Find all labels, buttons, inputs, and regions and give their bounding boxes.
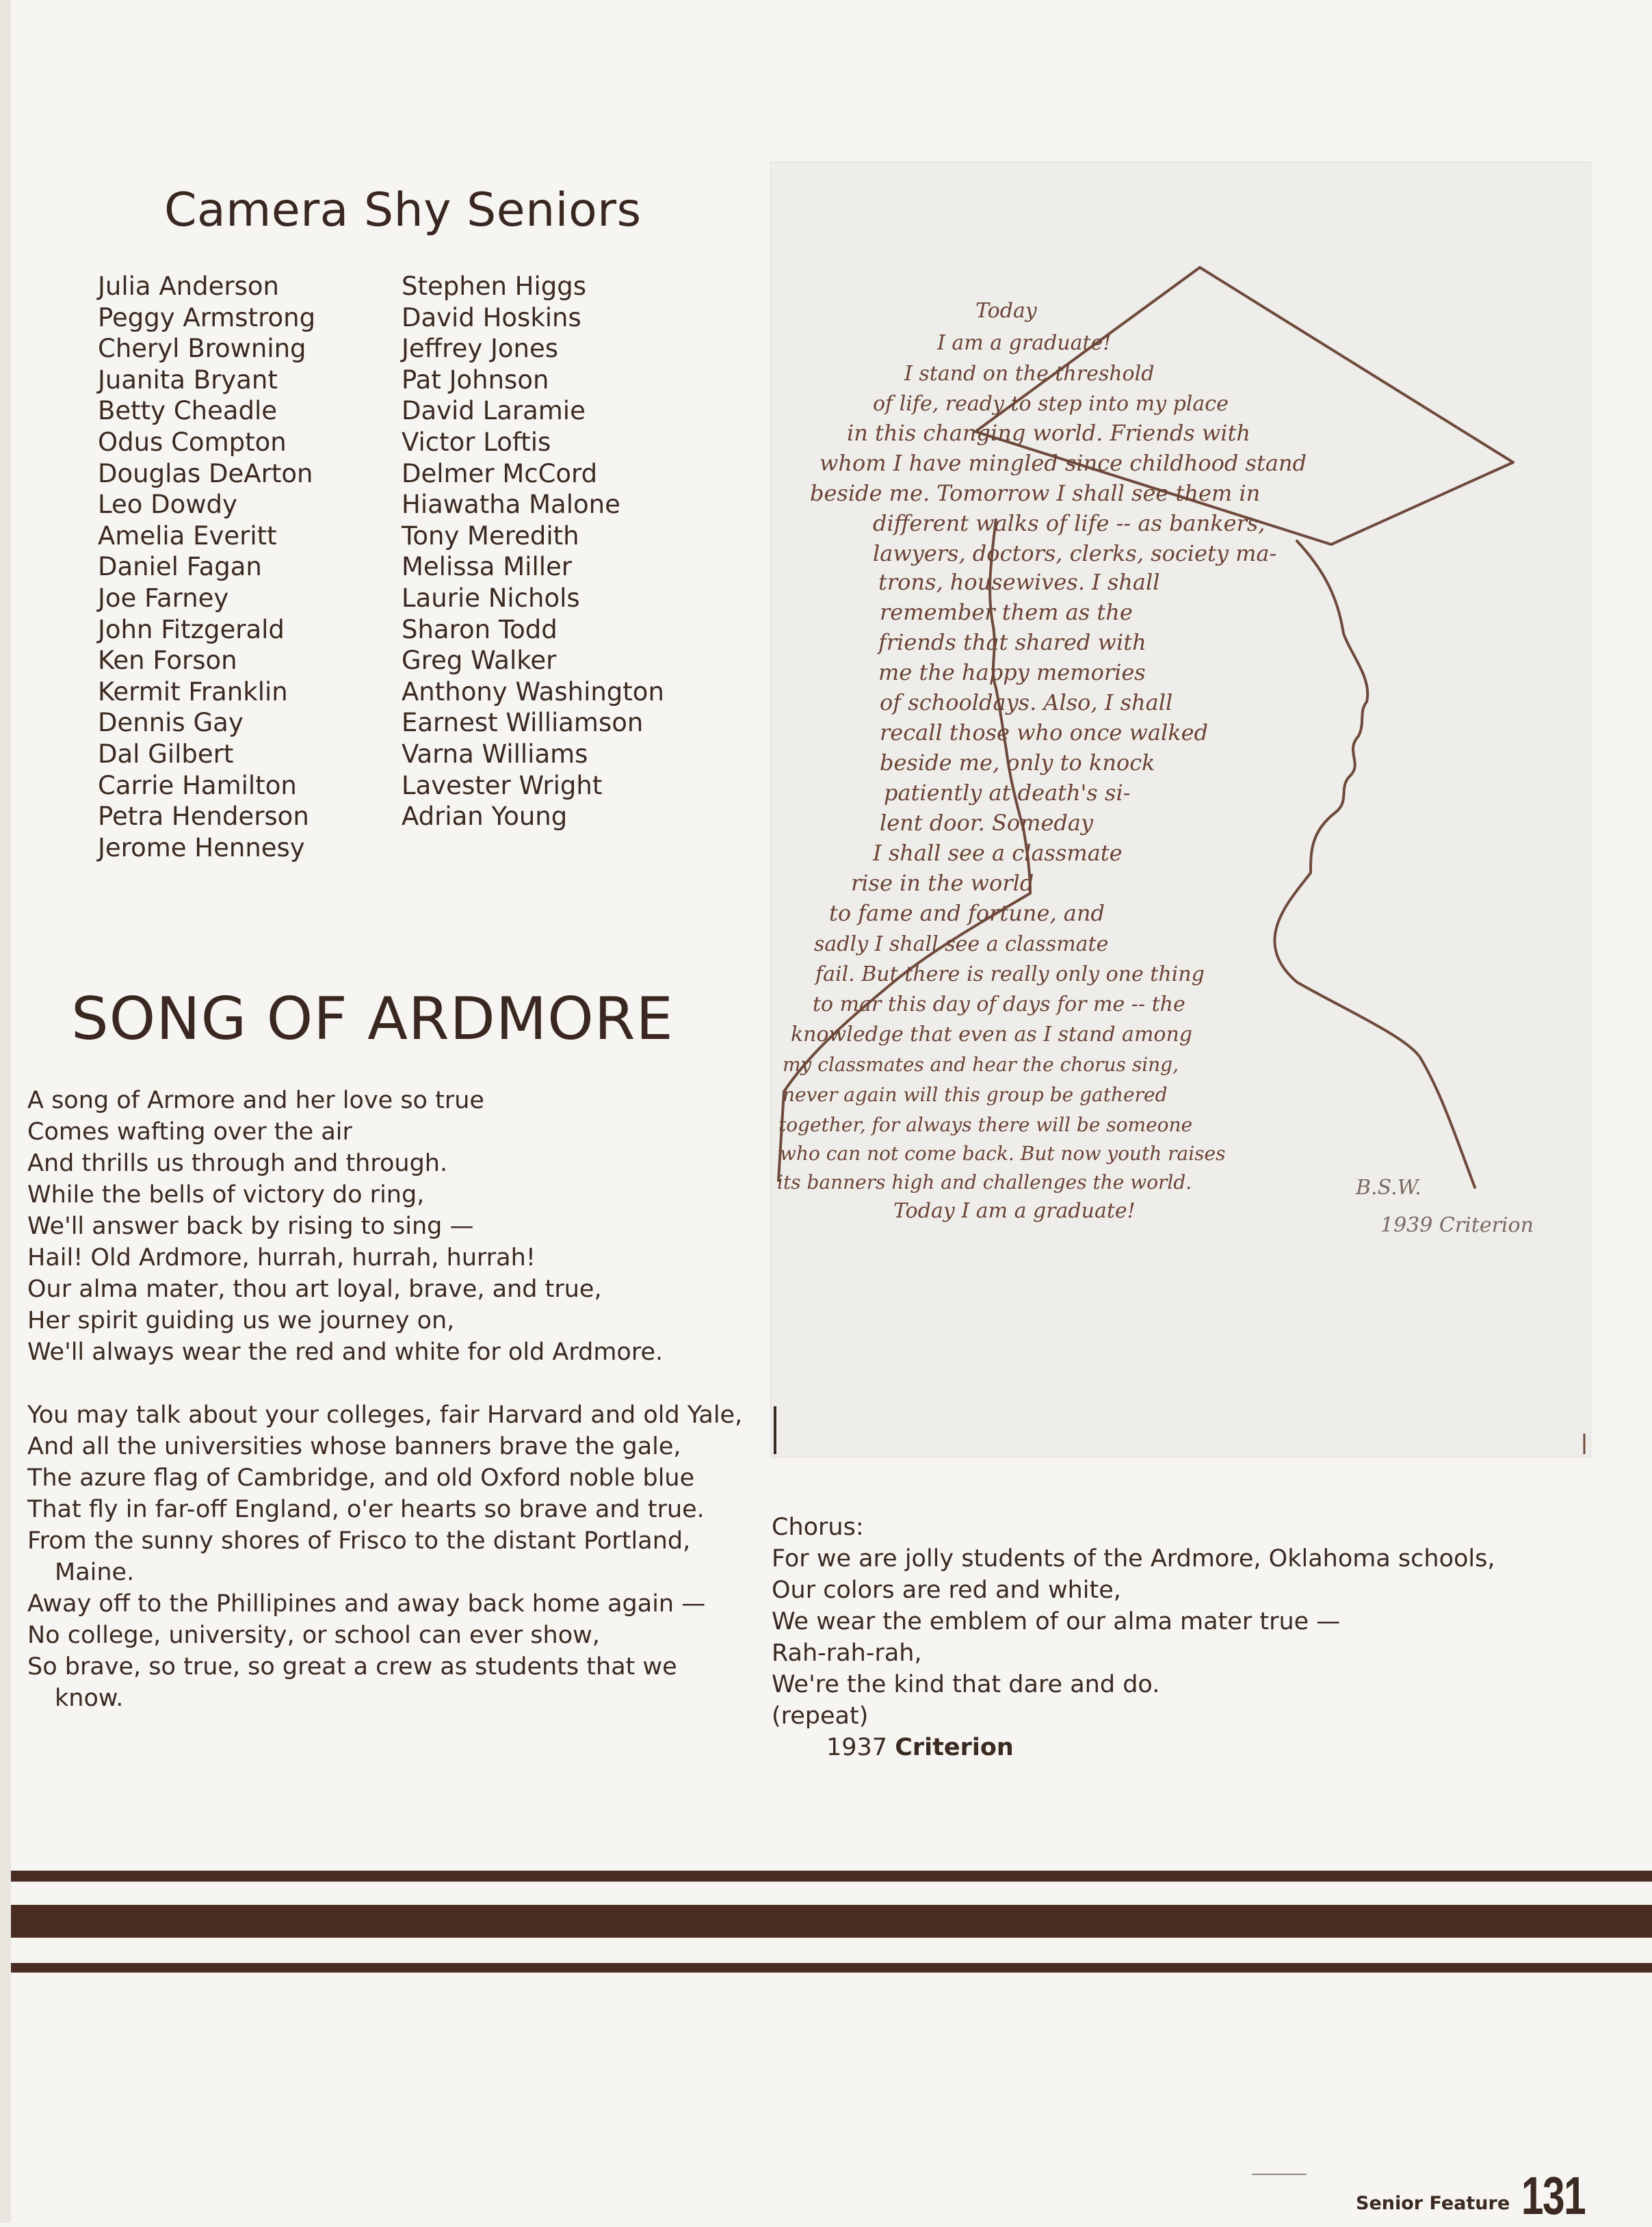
- poem-line: beside me. Tomorrow I shall see them in: [810, 480, 1261, 506]
- poem-line: whom I have mingled since childhood stand: [820, 450, 1307, 476]
- page-edge: [0, 0, 11, 2223]
- poem-line: different walks of life -- as bankers,: [873, 510, 1266, 536]
- song-chorus: [772, 1512, 1497, 1763]
- list-line: You may talk about your colleges, fair Harvard and old Yale,: [27, 1401, 743, 1429]
- list-line: And thrills us through and through.: [27, 1150, 448, 1177]
- poem-line: lent door. Someday: [880, 810, 1094, 836]
- list-line: The azure flag of Cambridge, and old Oxford noble blue: [27, 1464, 695, 1492]
- camera-shy-column-2: [402, 271, 664, 832]
- poem-line: never again will this group be gathered: [783, 1083, 1168, 1106]
- poem-line: who can not come back. But now youth raises: [780, 1142, 1226, 1165]
- list-line: From the sunny shores of Frisco to the distant Portland, Maine.: [27, 1527, 691, 1586]
- footer-stripe-thin-top: [11, 1871, 1652, 1882]
- poem-line: knowledge that even as I stand among: [791, 1023, 1192, 1046]
- list-line: For we are jolly students of the Ardmore, Oklahoma schools,: [772, 1545, 1495, 1572]
- list-line: Douglas DeArton: [98, 458, 313, 488]
- song-verse-2: [27, 1399, 746, 1714]
- list-line: Delmer McCord: [402, 458, 598, 488]
- list-line: We're the kind that dare and do.: [772, 1671, 1160, 1698]
- list-line: A song of Armore and her love so true: [27, 1087, 484, 1114]
- list-line: So brave, so true, so great a crew as students that we know.: [27, 1653, 677, 1712]
- poem-line: my classmates and hear the chorus sing,: [783, 1053, 1179, 1076]
- poem-line: I am a graduate!: [937, 331, 1112, 355]
- poem-initials: B.S.W.: [1356, 1176, 1421, 1200]
- list-line: Laurie Nichols: [402, 583, 580, 613]
- list-line: John Fitzgerald: [98, 614, 285, 644]
- poem-line: me the happy memories: [878, 659, 1146, 685]
- list-line: David Laramie: [402, 396, 586, 426]
- poem-line: fail. But there is really only one thing: [815, 962, 1205, 986]
- graduate-silhouette-figure: [770, 161, 1591, 1458]
- list-line: And all the universities whose banners brave the gale,: [27, 1433, 681, 1460]
- poem-line: sadly I shall see a classmate: [814, 932, 1109, 956]
- list-line: Stephen Higgs: [402, 272, 587, 301]
- chorus-label: Chorus:: [772, 1514, 864, 1541]
- list-line: Amelia Everitt: [98, 520, 277, 551]
- list-line: (repeat): [772, 1702, 869, 1730]
- list-line: Kermit Franklin: [98, 676, 288, 707]
- list-line: Anthony Washington: [402, 676, 664, 707]
- list-line: Rah-rah-rah,: [772, 1639, 922, 1667]
- credit-year: 1937: [826, 1734, 888, 1761]
- list-line: We'll answer back by rising to sing —: [27, 1213, 474, 1240]
- poem-line: to mar this day of days for me -- the: [813, 992, 1185, 1016]
- footer-stripe-wide: [11, 1905, 1652, 1938]
- credit-source: Criterion: [895, 1734, 1014, 1761]
- poem-source: 1939 Criterion: [1380, 1213, 1534, 1237]
- poem-line: of life, ready to step into my place: [873, 392, 1229, 416]
- list-line: That fly in far-off England, o'er hearts so brave and true.: [27, 1496, 705, 1523]
- list-line: Comes wafting over the air: [27, 1118, 352, 1146]
- poem-line: to fame and fortune, and: [829, 900, 1105, 926]
- poem-line: rise in the world: [851, 870, 1034, 896]
- poem-line: trons, housewives. I shall: [878, 569, 1160, 595]
- list-line: Joe Farney: [98, 583, 229, 613]
- poem-line: Today I am a graduate!: [893, 1199, 1136, 1223]
- list-line: Carrie Hamilton: [98, 770, 297, 800]
- list-line: Odus Compton: [98, 427, 287, 457]
- poem-line: I stand on the threshold: [904, 362, 1155, 386]
- poem-line: lawyers, doctors, clerks, society ma-: [873, 540, 1277, 566]
- section-label: Senior Feature: [1356, 2193, 1510, 2214]
- list-line: Ken Forson: [98, 646, 237, 676]
- page-number: 131: [1521, 2165, 1586, 2226]
- list-line: Cheryl Browning: [98, 334, 306, 364]
- list-line: Hiawatha Malone: [402, 490, 620, 520]
- list-line: Jerome Hennesy: [98, 832, 305, 862]
- poem-line: Today: [975, 299, 1037, 323]
- list-line: Lavester Wright: [402, 770, 603, 800]
- list-line: Daniel Fagan: [98, 552, 262, 582]
- graduate-poem-photo: [770, 161, 1591, 1458]
- poem-line: its banners high and challenges the world.: [777, 1171, 1192, 1194]
- camera-shy-column-1: [98, 271, 315, 863]
- poem-line: recall those who once walked: [880, 720, 1208, 746]
- song-credit: [772, 1732, 1497, 1763]
- list-line: Melissa Miller: [402, 552, 572, 582]
- list-line: Juanita Bryant: [98, 365, 278, 395]
- poem-line: friends that shared with: [878, 629, 1146, 655]
- list-line: We wear the emblem of our alma mater true —: [772, 1608, 1341, 1635]
- poem-line: of schooldays. Also, I shall: [880, 689, 1173, 715]
- poem-line: I shall see a classmate: [873, 840, 1123, 866]
- list-line: No college, university, or school can ever show,: [27, 1622, 600, 1649]
- list-line: Hail! Old Ardmore, hurrah, hurrah, hurrah!: [27, 1244, 536, 1271]
- list-line: Sharon Todd: [402, 614, 558, 644]
- list-line: Leo Dowdy: [98, 490, 237, 520]
- camera-shy-title: Camera Shy Seniors: [164, 183, 642, 237]
- list-line: Tony Meredith: [402, 520, 579, 551]
- list-line: Dal Gilbert: [98, 739, 234, 769]
- list-line: While the bells of victory do ring,: [27, 1181, 425, 1209]
- list-line: Our alma mater, thou art loyal, brave, and true,: [27, 1276, 602, 1303]
- list-line: Her spirit guiding us we journey on,: [27, 1307, 455, 1334]
- list-line: Jeffrey Jones: [402, 334, 559, 364]
- song-verse-1: [27, 1085, 746, 1368]
- song-title: SONG OF ARDMORE: [71, 985, 674, 1053]
- list-line: Petra Henderson: [98, 802, 309, 832]
- poem-line: beside me, only to knock: [880, 750, 1155, 776]
- footer-stripe-thin-bottom: [11, 1963, 1652, 1973]
- poem-line: in this changing world. Friends with: [847, 420, 1250, 446]
- chorus-lines: [772, 1543, 1497, 1732]
- list-line: Earnest Williamson: [402, 708, 644, 738]
- list-line: Away off to the Phillipines and away back home again —: [27, 1590, 706, 1618]
- list-line: Greg Walker: [402, 646, 557, 676]
- list-line: Betty Cheadle: [98, 396, 278, 426]
- poem-line: patiently at death's si-: [884, 780, 1131, 806]
- list-line: Dennis Gay: [98, 708, 244, 738]
- list-line: Julia Anderson: [98, 272, 279, 301]
- footer-rule: [1252, 2174, 1307, 2175]
- poem-line: together, for always there will be someone: [778, 1114, 1193, 1136]
- list-line: Pat Johnson: [402, 365, 549, 395]
- list-line: David Hoskins: [402, 302, 581, 332]
- list-line: Peggy Armstrong: [98, 302, 316, 332]
- poem-line: remember them as the: [880, 599, 1133, 625]
- list-line: Victor Loftis: [402, 427, 551, 457]
- list-line: We'll always wear the red and white for old Ardmore.: [27, 1339, 664, 1366]
- list-line: Adrian Young: [402, 802, 568, 832]
- list-line: Varna Williams: [402, 739, 588, 769]
- list-line: Our colors are red and white,: [772, 1577, 1121, 1604]
